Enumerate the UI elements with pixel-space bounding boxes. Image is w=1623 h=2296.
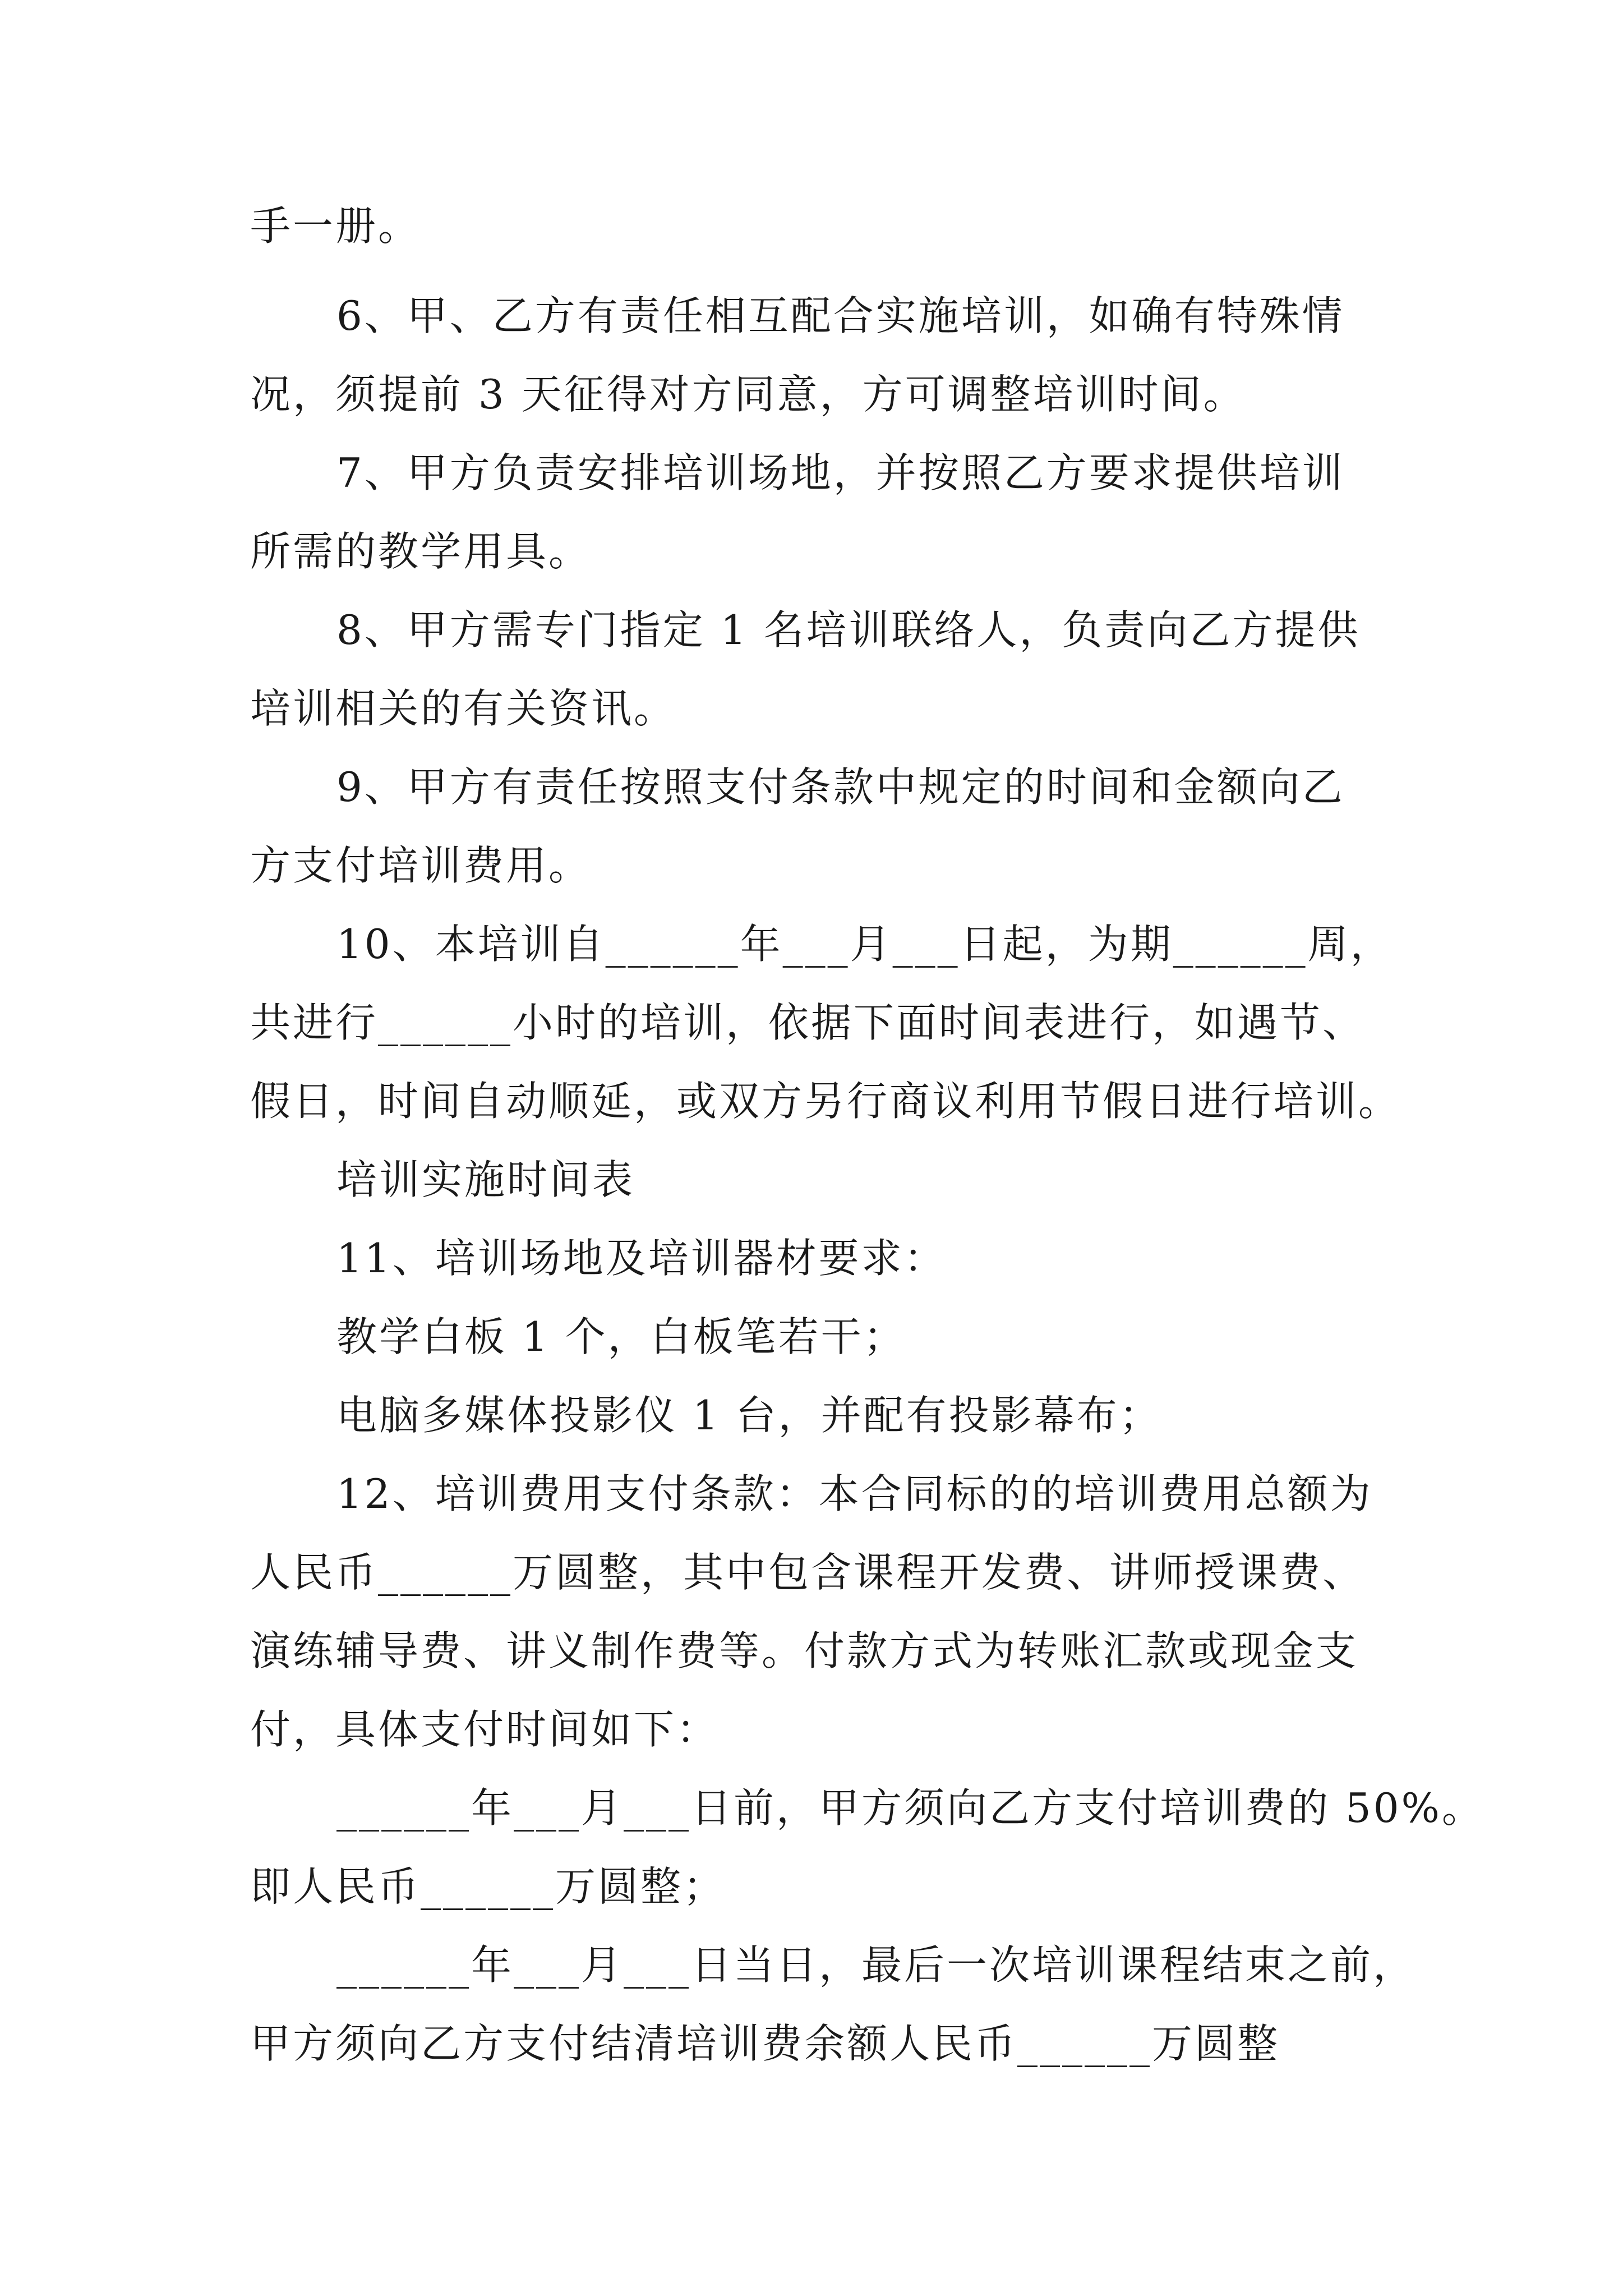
text-line: 人民币______万圆整，其中包含课程开发费、讲师授课费、 [250,1549,1366,1596]
clause-8: 8、甲方需专门指定 1 名培训联络人，负责向乙方提供 [336,606,1361,654]
text-line: 甲方须向乙方支付结清培训费余额人民币______万圆整 [250,2020,1280,2067]
text-line: 方支付培训费用。 [250,842,592,889]
text-line: 培训相关的有关资讯。 [250,685,677,732]
clause-6: 6、甲、乙方有责任相互配合实施培训，如确有特殊情 [336,292,1345,339]
text-line: 电脑多媒体投影仪 1 台，并配有投影幕布； [336,1392,1162,1439]
text-line: 教学白板 1 个，白板笔若干； [336,1313,906,1360]
clause-10: 10、本培训自______年___月___日起，为期______周， [336,921,1393,968]
text-line: 所需的教学用具。 [250,528,592,575]
text-line: 手一册。 [250,203,421,250]
text-line: 即人民币______万圆整； [250,1863,726,1910]
text-line: 况，须提前 3 天征得对方同意，方可调整培训时间。 [250,371,1246,418]
text-line: 共进行______小时的培训，依据下面时间表进行，如遇节、 [250,999,1366,1046]
clause-7: 7、甲方负责安排培训场地，并按照乙方要求提供培训 [336,449,1345,496]
clause-11: 11、培训场地及培训器材要求： [336,1235,947,1282]
clause-9: 9、甲方有责任按照支付条款中规定的时间和金额向乙 [336,763,1345,811]
text-line: 假日，时间自动顺延，或双方另行商议利用节假日进行培训。 [250,1078,1401,1125]
clause-12: 12、培训费用支付条款：本合同标的的培训费用总额为 [336,1470,1373,1517]
text-line: 演练辅导费、讲义制作费等。付款方式为转账汇款或现金支 [250,1627,1359,1674]
schedule-title: 培训实施时间表 [336,1156,635,1203]
text-line: 付，具体支付时间如下： [250,1706,720,1753]
payment-final: ______年___月___日当日，最后一次培训课程结束之前， [336,1941,1416,1989]
payment-first: ______年___月___日前，甲方须向乙方支付培训费的 50%。 [336,1784,1484,1832]
